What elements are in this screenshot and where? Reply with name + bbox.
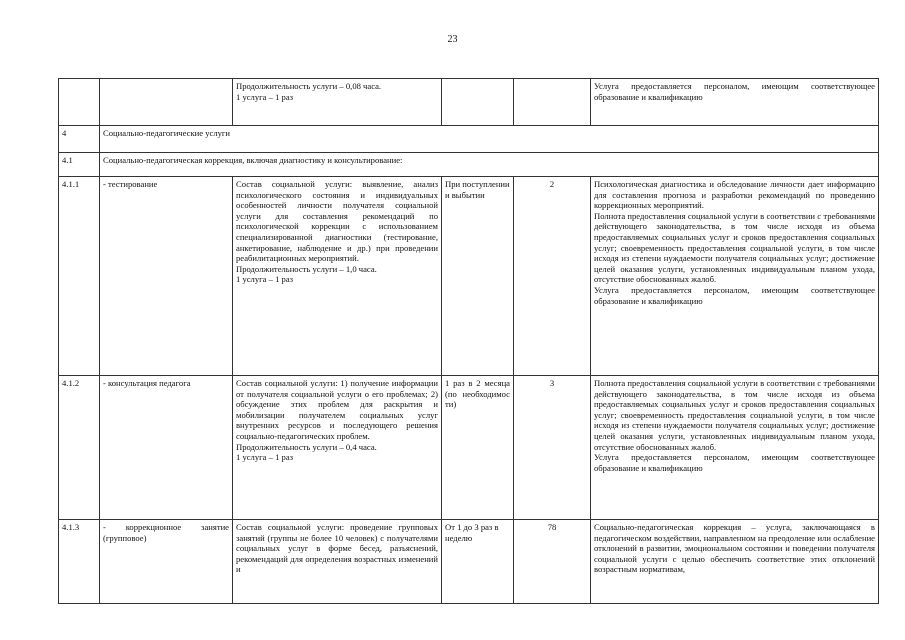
condition-text: Психологическая диагностика и обследование личности дает информацию для составления прогноза и разработки рекомендаций по проведению коррекционных мероприятий. [594,179,875,211]
section-title: Социально-педагогические услуги [100,126,879,153]
cell-num [59,79,100,126]
cell-periodicity [442,79,514,126]
section-num: 4 [59,126,100,153]
section-row-4 [59,126,879,153]
duration-text: Продолжительность услуги – 1,0 часа. [236,263,377,274]
section-num: 4.1 [59,153,100,177]
condition-text: Услуга предоставляется персоналом, имеющим соответствующее образование и квалификацию [594,452,875,473]
cell-volume: 78 [514,520,591,604]
continuation-row [59,79,879,126]
cell-conditions [591,520,879,604]
cell-name: - тестирование [100,177,233,376]
cell-volume: 3 [514,376,591,520]
services-table [58,78,879,604]
cell-num: 4.1.3 [59,520,100,604]
service-row-4-1-3 [59,520,879,604]
cell-name: - консультация педагога [100,376,233,520]
page-number: 23 [447,34,458,45]
condition-text: Полнота предоставления социальной услуги в соответствии с требованиями действующего законодательства, в том числе исходя из объема предоставляемых социальных услуг и сроков предоставления социальных услуг; своевременность предоставления социальной услуги, в том числе исходя из степени нуждаемости получателя социальных услуг; достижение целей оказания услуги, установленных индивидуальным планом ухода, отсутствие обоснованных жалоб. [594,210,875,285]
cell-description [233,79,442,126]
cell-name [100,79,233,126]
condition-text: Социально-педагогическая коррекция – услуга, заключающаяся в педагогическом воздействии, направленном на преодоление или ослабление отклонений в развитии, эмоциональном состоянии и поведении получателя социальной услуги с целью обеспечить соответствие этих отклонений возрастным нормативам, [594,522,875,575]
cell-periodicity: При поступлении и выбытии [442,177,514,376]
unit-text: 1 услуга – 1 раз [236,274,294,285]
cell-num: 4.1.2 [59,376,100,520]
cell-num: 4.1.1 [59,177,100,376]
cell-volume [514,79,591,126]
cell-periodicity: 1 раз в 2 месяца (по необходимос ти) [442,376,514,520]
description-text: Состав социальной услуги: выявление, анализ психологического состояния и индивидуальных особенностей личности получателя социальной услуги для составления рекомендаций по психологической коррекции с использованием специализированной диагностики (тестирование, анкетирование, наблюдение и др.) при проведении реабилитационных мероприятий. [236,179,438,264]
cell-description [233,376,442,520]
section-row-4-1 [59,153,879,177]
unit-text: 1 услуга – 1 раз [236,452,294,463]
cell-description [233,177,442,376]
duration-text: Продолжительность услуги – 0,4 часа. [236,441,377,452]
cell-conditions [591,376,879,520]
cell-name: - коррекционное занятие (групповое) [100,520,233,604]
cell-conditions: Услуга предоставляется персоналом, имеющим соответствующее образование и квалификацию [591,79,879,126]
duration-text: Продолжительность услуги – 0,08 часа. [236,81,382,91]
cell-volume: 2 [514,177,591,376]
unit-text: 1 услуга – 1 раз [236,91,294,102]
cell-conditions [591,177,879,376]
description-text: Состав социальной услуги: 1) получение информации от получателя социальной услуги о его проблемах; 2) обсуждение этих проблем для раскрытия и мобилизации получателем социальных услуг внутренних ресурсов и последующего решения социально-педагогических проблем. [236,378,438,441]
condition-text: Полнота предоставления социальной услуги в соответствии с требованиями действующего законодательства, в том числе исходя из объема предоставляемых социальных услуг и сроков предоставления социальных услуг; своевременность предоставления социальной услуги, в том числе исходя из степени нуждаемости получателя социальных услуг; достижение целей оказания услуги, установленных индивидуальным планом ухода, отсутствие обоснованных жалоб. [594,378,875,452]
condition-text: Услуга предоставляется персоналом, имеющим соответствующее образование и квалификацию [594,284,875,306]
cell-periodicity: От 1 до 3 раз в неделю [442,520,514,604]
section-title: Социально-педагогическая коррекция, включая диагностику и консультирование: [100,153,879,177]
service-row-4-1-1 [59,177,879,376]
service-row-4-1-2 [59,376,879,520]
description-text: Состав социальной услуги: проведение групповых занятий (группы не более 10 человек) с получателями социальных услуг в форме бесед, разъяснений, рекомендаций для определения возрастных изменений и [236,522,438,575]
cell-description [233,520,442,604]
